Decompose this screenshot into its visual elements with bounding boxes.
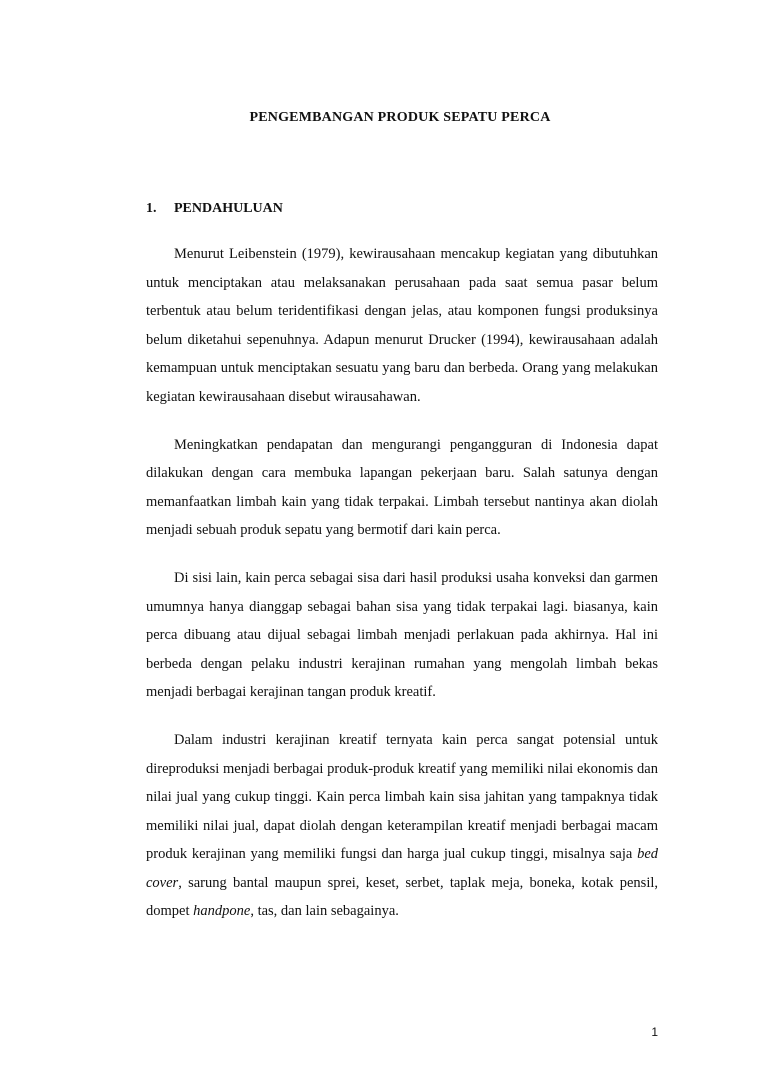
section-number: 1.	[146, 201, 157, 216]
paragraph-2: Meningkatkan pendapatan dan mengurangi pengangguran di Indonesia dapat dilakukan dengan cara membuka lapangan pekerjaan baru. Salah satunya dengan memanfaatkan limbah kain yang tidak terpakai. Limbah tersebut nantinya akan diolah menjadi sebuah produk sepatu yang bermotif dari kain perca.	[146, 436, 658, 539]
paragraph-4-italic-bed-cover: bed cover	[146, 846, 658, 891]
paragraph-4-italic-handpone: handpone	[193, 903, 251, 920]
section-title: PENDAHULUAN	[174, 201, 283, 216]
page-number: 1	[651, 1025, 658, 1039]
paragraph-4-text-2: , sarung bantal maupun sprei, keset, serbet, taplak meja, boneka, kotak pensil, dompet	[146, 874, 658, 920]
document-body	[146, 240, 658, 926]
section-heading	[146, 201, 283, 217]
paragraph-4-text-1: Dalam industri kerajinan kreatif ternyata kain perca sangat potensial untuk direproduksi menjadi berbagai produk-produk kreatif yang memiliki nilai ekonomis dan nilai jual yang cukup tinggi. Kain perca limbah kain sisa jahitan yang tampaknya tidak memiliki nilai jual, dapat diolah dengan keterampilan kreatif menjadi berbagai macam produk kerajinan yang memiliki fungsi dan harga jual cukup tinggi, misalnya saja	[146, 731, 658, 863]
paragraph-4-text-3: , tas, dan lain sebagainya.	[250, 903, 399, 920]
paragraph-3: Di sisi lain, kain perca sebagai sisa dari hasil produksi usaha konveksi dan garmen umumnya hanya dianggap sebagai bahan sisa yang tidak terpakai lagi. biasanya, kain perca dibuang atau dijual sebagai limbah menjadi perlakuan pada akhirnya. Hal ini berbeda dengan pelaku industri kerajinan rumahan yang mengolah limbah bekas menjadi berbagai kerajinan tangan produk kreatif.	[146, 569, 658, 701]
paragraph-4	[146, 726, 658, 926]
page-title: PENGEMBANGAN PRODUK SEPATU PERCA	[249, 110, 551, 125]
paragraph-1: Menurut Leibenstein (1979), kewirausahaan mencakup kegiatan yang dibutuhkan untuk menciptakan atau melaksanakan perusahaan pada saat semua pasar belum terbentuk atau belum teridentifikasi dengan jelas, atau komponen fungsi produksinya belum diketahui sepenuhnya. Adapun menurut Drucker (1994), kewirausahaan adalah kemampuan untuk menciptakan sesuatu yang baru dan berbeda. Orang yang melakukan kegiatan kewirausahaan disebut wirausahawan.	[146, 246, 658, 405]
